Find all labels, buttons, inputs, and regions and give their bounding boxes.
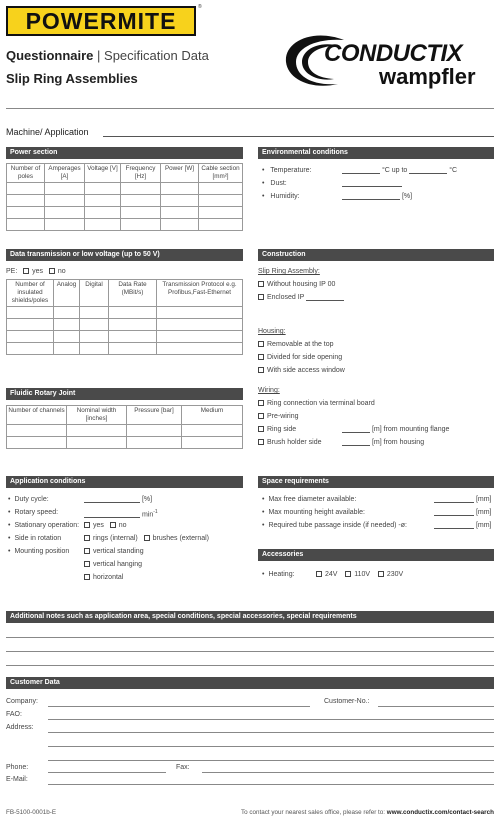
col-medium: Medium <box>182 406 243 425</box>
page-title <box>6 48 209 63</box>
pe-yes-checkbox[interactable] <box>23 268 29 274</box>
wiring-label: Wiring: <box>258 387 280 394</box>
ring-side-label: Ring side <box>267 426 297 433</box>
col-power: Power [W] <box>161 164 199 183</box>
stationary-no-label: no <box>118 522 127 529</box>
tube-unit: [mm] <box>475 522 492 529</box>
stationary-yes-label: yes <box>93 522 104 529</box>
heating-110v-checkbox[interactable] <box>345 571 351 577</box>
title-separator: | <box>93 48 105 63</box>
horizontal-checkbox[interactable] <box>84 574 90 580</box>
wampfler-text: wampfler <box>379 64 476 89</box>
brushes-checkbox[interactable] <box>144 535 150 541</box>
heating-label: Heating: <box>268 571 295 578</box>
table-row[interactable] <box>7 219 243 231</box>
phone-label: Phone: <box>6 764 29 771</box>
enclosed-checkbox[interactable] <box>258 294 264 300</box>
address-field[interactable] <box>48 732 494 733</box>
vert-stand-checkbox[interactable] <box>84 548 90 554</box>
address-label: Address: <box>6 724 34 731</box>
removable-option[interactable] <box>258 341 334 348</box>
ring-side-option[interactable] <box>258 426 296 433</box>
speed-field[interactable] <box>84 511 140 518</box>
without-housing-label: Without housing IP 00 <box>267 281 336 288</box>
col-pressure: Pressure [bar] <box>127 406 182 425</box>
side-rotation-label: Side in rotation <box>14 535 62 542</box>
enclosed-label: Enclosed IP <box>267 294 305 301</box>
pe-no-label: no <box>57 268 66 275</box>
application-section-header: Application conditions <box>6 476 243 488</box>
col-voltage: Voltage [V] <box>85 164 121 183</box>
customer-no-label: Customer-No.: <box>324 698 370 705</box>
divided-option[interactable] <box>258 354 342 361</box>
notes-line[interactable] <box>6 665 494 666</box>
ring-side-unit: [m] from mounting flange <box>371 426 450 433</box>
enclosed-option[interactable] <box>258 294 344 301</box>
speed-label: Rotary speed: <box>14 509 59 516</box>
heating-row <box>262 571 295 578</box>
col-nominal-width: Nominal width [inches] <box>67 406 127 425</box>
table-row[interactable] <box>7 207 243 219</box>
stationary-no-checkbox[interactable] <box>110 522 116 528</box>
ring-side-checkbox[interactable] <box>258 426 264 432</box>
title-thin: Specification Data <box>104 48 209 63</box>
brushes-label: brushes (external) <box>152 535 210 542</box>
power-section-header: Power section <box>6 147 243 159</box>
table-row[interactable] <box>7 437 243 449</box>
table-row[interactable] <box>7 425 243 437</box>
address-field[interactable] <box>48 746 494 747</box>
max-diameter-unit: [mm] <box>475 496 492 503</box>
col-frequency: Frequency [Hz] <box>121 164 161 183</box>
phone-field[interactable] <box>48 772 166 773</box>
humidity-unit: [%] <box>401 193 413 200</box>
prewiring-option[interactable] <box>258 413 299 420</box>
machine-application-label: Machine/ Application <box>6 127 89 137</box>
ring-side-fields <box>342 426 449 433</box>
temp-min-field[interactable] <box>342 167 380 174</box>
speed-unit: min <box>141 511 154 519</box>
rings-checkbox[interactable] <box>84 535 90 541</box>
heating-options <box>316 571 403 578</box>
company-label: Company: <box>6 698 38 705</box>
brush-side-fields <box>342 439 424 446</box>
humidity-fields <box>342 193 412 200</box>
duty-fields <box>84 496 152 503</box>
brush-side-label: Brush holder side <box>267 439 322 446</box>
notes-section-header: Additional notes such as application area, special conditions, special accessories, special requirements <box>6 611 494 623</box>
max-diameter-row <box>262 496 356 503</box>
vert-hang-option[interactable] <box>84 561 142 568</box>
form-code: FB-5100-0001b-E <box>6 809 57 816</box>
temp-mid-label: °C up to <box>381 167 408 174</box>
email-field[interactable] <box>48 784 494 785</box>
ring-conn-checkbox[interactable] <box>258 400 264 406</box>
powermite-logo-text: POWERMITE <box>25 7 177 34</box>
ring-side-field[interactable] <box>342 426 370 433</box>
speed-exp: -1 <box>153 509 158 515</box>
ring-conn-option[interactable] <box>258 400 375 407</box>
prewiring-checkbox[interactable] <box>258 413 264 419</box>
table-row[interactable] <box>7 307 243 319</box>
max-diameter-label: Max free diameter available: <box>268 496 357 503</box>
side-access-option[interactable] <box>258 367 345 374</box>
dust-fields <box>342 180 402 187</box>
fax-label: Fax: <box>176 764 190 771</box>
machine-application-field[interactable] <box>103 136 494 137</box>
side-access-label: With side access window <box>267 367 345 374</box>
col-datarate: Data Rate (MBit/s) <box>109 280 157 307</box>
col-channels: Number of channels <box>7 406 67 425</box>
temp-end-label: °C <box>449 167 458 174</box>
humidity-row <box>262 193 300 200</box>
brush-side-option[interactable] <box>258 439 321 446</box>
environment-section-header: Environmental conditions <box>258 147 494 159</box>
max-height-field[interactable] <box>434 509 474 516</box>
table-row[interactable] <box>7 195 243 207</box>
divided-checkbox[interactable] <box>258 354 264 360</box>
mounting-label: Mounting position <box>14 548 70 555</box>
heating-230v-checkbox[interactable] <box>378 571 384 577</box>
stationary-row <box>8 522 79 529</box>
contact-link[interactable]: www.conductix.com/contact-search <box>386 809 494 816</box>
table-row[interactable] <box>7 331 243 343</box>
contact-note <box>241 809 494 816</box>
max-height-unit: [mm] <box>475 509 492 516</box>
humidity-label: Humidity: <box>270 193 300 200</box>
heating-24v-checkbox[interactable] <box>316 571 322 577</box>
customer-no-field[interactable] <box>378 706 494 707</box>
without-housing-checkbox[interactable] <box>258 281 264 287</box>
datatx-table <box>6 279 243 355</box>
pe-yes-label: yes <box>32 268 44 275</box>
side-rotation-row <box>8 535 61 542</box>
registered-mark: ® <box>198 4 202 10</box>
col-cable: Cable section [mm²] <box>199 164 243 183</box>
col-shields: Number of insulated shields/poles <box>7 280 54 307</box>
page-subtitle: Slip Ring Assemblies <box>6 71 138 86</box>
col-digital: Digital <box>80 280 109 307</box>
vert-hang-label: vertical hanging <box>93 561 143 568</box>
stationary-fields <box>84 522 127 529</box>
vert-hang-checkbox[interactable] <box>84 561 90 567</box>
construction-section-header: Construction <box>258 249 494 261</box>
fao-field[interactable] <box>48 719 494 720</box>
housing-label: Housing: <box>258 328 286 335</box>
brush-side-checkbox[interactable] <box>258 439 264 445</box>
customer-section-header: Customer Data <box>6 677 494 689</box>
speed-row <box>8 509 58 516</box>
temperature-fields <box>342 167 457 174</box>
pe-row <box>6 268 66 275</box>
col-amperages: Amperages [A] <box>45 164 85 183</box>
stationary-label: Stationary operation: <box>14 522 80 529</box>
enclosed-ip-field[interactable] <box>306 294 344 301</box>
max-diameter-fields <box>434 496 492 503</box>
dust-label: Dust: <box>270 180 287 187</box>
power-table <box>6 163 243 231</box>
table-row[interactable] <box>7 319 243 331</box>
heating-230v-label: 230V <box>386 571 404 578</box>
vert-stand-label: vertical standing <box>93 548 144 555</box>
space-section-header: Space requirements <box>258 476 494 488</box>
max-height-label: Max mounting height available: <box>268 509 365 516</box>
fao-label: FAO: <box>6 711 22 718</box>
duty-unit: [%] <box>141 496 153 503</box>
temp-max-field[interactable] <box>409 167 447 174</box>
pe-label: PE: <box>6 268 18 275</box>
conductix-wampfler-logo <box>282 32 494 92</box>
temperature-label: Temperature: <box>270 167 312 174</box>
col-protocol: Transmission Protocol e.g. Profibus,Fast-Ethernet <box>157 280 243 307</box>
duty-field[interactable] <box>84 496 140 503</box>
email-label: E-Mail: <box>6 776 28 783</box>
dust-field[interactable] <box>342 180 402 187</box>
notes-line[interactable] <box>6 637 494 638</box>
max-diameter-field[interactable] <box>434 496 474 503</box>
temperature-row <box>262 167 312 174</box>
datatx-section-header: Data transmission or low voltage (up to 50 V) <box>6 249 243 261</box>
pe-no-checkbox[interactable] <box>49 268 55 274</box>
table-row[interactable] <box>7 183 243 195</box>
max-height-fields <box>434 509 492 516</box>
side-rotation-fields <box>84 535 209 542</box>
powermite-logo <box>6 6 196 36</box>
fluidic-section-header: Fluidic Rotary Joint <box>6 388 243 400</box>
humidity-field[interactable] <box>342 193 400 200</box>
col-analog: Analog <box>54 280 80 307</box>
rings-label: rings (internal) <box>93 535 138 542</box>
accessories-section-header: Accessories <box>258 549 494 561</box>
address-field[interactable] <box>48 760 494 761</box>
table-row[interactable] <box>7 343 243 355</box>
horizontal-option[interactable] <box>84 574 123 581</box>
tube-row <box>262 522 407 529</box>
contact-text: To contact your nearest sales office, please refer to: <box>240 809 387 816</box>
brush-side-unit: [m] from housing <box>371 439 425 446</box>
title-bold: Questionnaire <box>6 48 94 63</box>
notes-line[interactable] <box>6 651 494 652</box>
vert-stand-option[interactable] <box>84 548 144 555</box>
col-poles: Number of poles <box>7 164 45 183</box>
fax-field[interactable] <box>202 772 494 773</box>
duty-label: Duty cycle: <box>14 496 49 503</box>
without-housing-option[interactable] <box>258 281 335 288</box>
heating-110v-label: 110V <box>354 571 371 578</box>
sra-label: Slip Ring Assembly: <box>258 268 320 275</box>
tube-field[interactable] <box>434 522 474 529</box>
conductix-text: CONDUCTIX <box>324 40 463 67</box>
tube-label: Required tube passage inside (if needed) -ø: <box>268 522 407 529</box>
duty-row <box>8 496 49 503</box>
stationary-yes-checkbox[interactable] <box>84 522 90 528</box>
side-access-checkbox[interactable] <box>258 367 264 373</box>
removable-label: Removable at the top <box>267 341 334 348</box>
tube-fields <box>434 522 492 529</box>
heating-24v-label: 24V <box>325 571 338 578</box>
company-field[interactable] <box>48 706 310 707</box>
header-divider <box>6 108 494 109</box>
fluidic-table <box>6 405 243 449</box>
max-height-row <box>262 509 365 516</box>
prewiring-label: Pre-wiring <box>267 413 299 420</box>
horizontal-label: horizontal <box>93 574 124 581</box>
speed-fields <box>84 509 158 518</box>
dust-row <box>262 180 287 187</box>
ring-conn-label: Ring connection via terminal board <box>267 400 375 407</box>
mounting-row <box>8 548 69 555</box>
divided-label: Divided for side opening <box>267 354 343 361</box>
brush-side-field[interactable] <box>342 439 370 446</box>
removable-checkbox[interactable] <box>258 341 264 347</box>
